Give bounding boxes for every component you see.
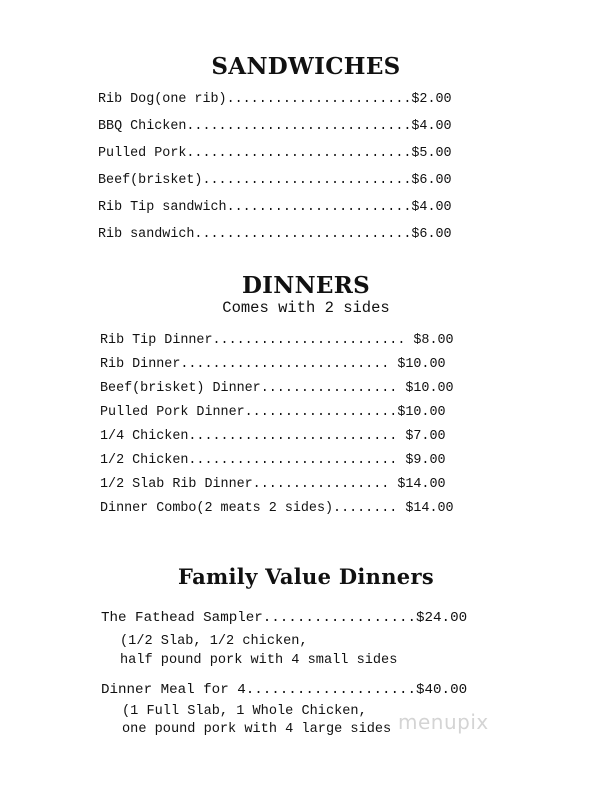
family-item-note: half pound pork with 4 small sides	[120, 653, 398, 668]
family-item-line: The Fathead Sampler..................$24.00	[101, 610, 468, 626]
sandwich-item: BBQ Chicken............................$4.00	[98, 119, 452, 134]
watermark: menupix	[398, 710, 489, 734]
sandwiches-heading: SANDWICHES	[211, 53, 401, 80]
dinner-item: Pulled Pork Dinner...................$10.00	[100, 405, 446, 420]
sandwich-item: Pulled Pork............................$5.00	[98, 146, 452, 161]
sandwich-item: Rib Tip sandwich.......................$4.00	[98, 200, 452, 215]
family-item-line: Dinner Meal for 4....................$40.00	[101, 682, 468, 698]
sandwich-item: Rib Dog(one rib).......................$2.00	[98, 92, 452, 107]
sandwich-item: Beef(brisket)..........................$6.00	[98, 173, 452, 188]
family-item-note: one pound pork with 4 large sides	[122, 722, 392, 737]
dinners-subtitle: Comes with 2 sides	[222, 299, 390, 317]
family-heading: Family Value Dinners	[178, 564, 434, 589]
dinner-item: Rib Tip Dinner........................ $8.00	[100, 333, 454, 348]
sandwich-item: Rib sandwich...........................$6.00	[98, 227, 452, 242]
dinner-item: 1/2 Slab Rib Dinner................. $14.00	[100, 477, 446, 492]
family-item-note: (1/2 Slab, 1/2 chicken,	[120, 634, 308, 649]
family-item-note: (1 Full Slab, 1 Whole Chicken,	[122, 704, 367, 719]
dinners-heading: DINNERS	[241, 272, 371, 299]
dinner-item: Rib Dinner.......................... $10.00	[100, 357, 446, 372]
dinner-item: Dinner Combo(2 meats 2 sides)........ $14.00	[100, 501, 454, 516]
dinner-item: 1/4 Chicken.......................... $7.00	[100, 429, 446, 444]
dinner-item: 1/2 Chicken.......................... $9.00	[100, 453, 446, 468]
dinner-item: Beef(brisket) Dinner................. $10.00	[100, 381, 454, 396]
